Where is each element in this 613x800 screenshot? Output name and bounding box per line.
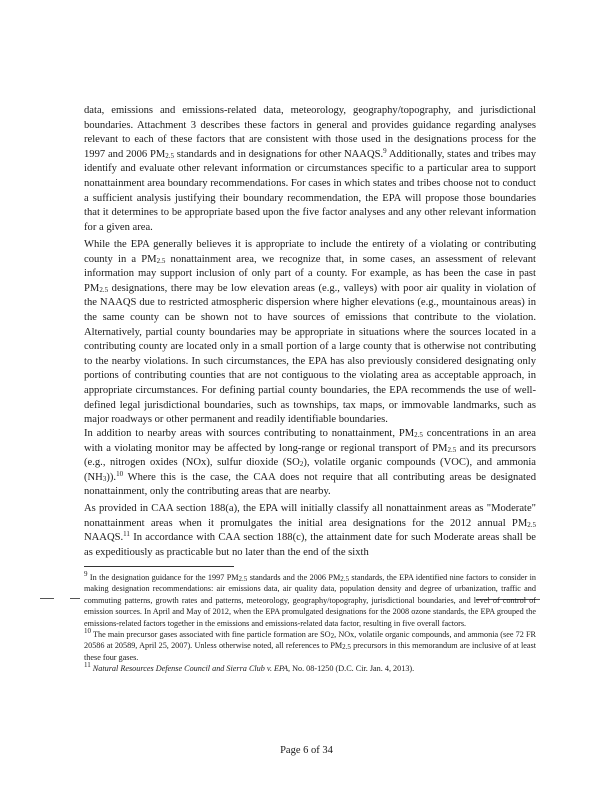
text-run: While the EPA generally believes it is appropriate to include the entirety of a violating or contributing county in a PM [84, 239, 536, 265]
footnote-ref-11[interactable]: 11 [123, 530, 130, 539]
text-run: data, emissions and emissions-related data, meteorology, geography/topography, and jurisdictional boundaries. Attachment 3 describes these factors in general and provides guidance regarding analyses relevant to each of these factors that are consistent with those used in the designations process for the 1997 and 2006 PM [84, 105, 536, 160]
paragraph-regional-transport [84, 427, 536, 500]
footnote-number: 10 [84, 627, 91, 636]
footnote-separator [84, 566, 234, 567]
subscript: 2.5 [447, 445, 457, 454]
text-run: standards and the 2006 PM [247, 573, 341, 582]
case-citation: Natural Resources Defense Council and Sierra Club v. EPA [90, 664, 288, 674]
paragraph-classification [84, 502, 536, 560]
scan-artifact-left-2 [70, 598, 80, 599]
subscript: 2 [299, 460, 304, 469]
subscript: 2.5 [527, 520, 536, 529]
text-run: In the designation guidance for the 1997 PM [87, 573, 239, 582]
text-run: As provided in CAA section 188(a), the EPA will initially classify all nonattainment areas as "Moderate" nonattainment areas when it promulgates the initial area designations for the 2012 annual PM [84, 503, 536, 529]
text-run: In addition to nearby areas with sources contributing to nonattainment, PM [84, 428, 415, 439]
text-run: and its precursors (e.g., nitrogen oxides (NOx), sulfur dioxide (SO [84, 442, 536, 469]
subscript: 2.5 [342, 643, 351, 652]
footnote-9 [84, 572, 536, 629]
text-run: precursors in this memorandum are inclusive of at least these four gases. [84, 641, 536, 662]
text-run: , No. 08-1250 (D.C. Cir. Jan. 4, 2013). [287, 664, 415, 674]
subscript: 2.5 [238, 575, 248, 583]
scan-artifact-left [40, 598, 54, 599]
footnote-ref-9[interactable]: 9 [383, 146, 387, 155]
text-run: concentrations in an area with a violating monitor may be affected by long-range or regional transport of PM [84, 428, 536, 454]
text-run: ), volatile organic compounds (VOC), and ammonia (NH [84, 457, 536, 483]
footnote-number: 9 [84, 570, 88, 578]
footnote-10 [84, 629, 536, 663]
text-run: Additionally, states and tribes may identify and evaluate other relevant information or circumstances specific to a particular area to support nonattainment area boundary recommendations. For cases in which states and tribes choose not to conduct a sufficient analysis justifying their boundary recommendation, the EPA will propose those boundaries that it determines to be appropriate based upon the five factor analyses and any other relevant information for a given area. [84, 148, 537, 233]
subscript: 2.5 [99, 285, 109, 294]
subscript: 3 [102, 474, 107, 483]
text-run: standards, the EPA identified nine factors to consider in making designation recommendations: air emissions data, air quality data, population density and degree of urbanization, traffic and commuting patterns, growth rates and patterns, meteorology, geography/topography, jurisdictional boundaries, and level of control of emission sources. In April and May of 2012, when the EPA promulgated designations for the 2008 ozone standards, the EPA grouped the emissions-related factors together in the emissions and emissions-related data factor, resulting in five overall factors. [84, 573, 536, 628]
text-run: In accordance with CAA section 188(c), the attainment date for such Moderate areas shall be as expeditiously as practicable but no later than the end of the sixth [84, 532, 536, 558]
paragraph-partial-county [84, 238, 536, 428]
text-run: standards and in designations for other NAAQS. [174, 148, 384, 160]
text-run: , NOx, volatile organic compounds, and ammonia (see 72 FR 20586 at 20589, April 25, 2007). Unless otherwise noted, all references to PM [84, 630, 536, 651]
footnote-11 [84, 663, 536, 674]
text-run: )). [106, 471, 117, 483]
subscript: 2.5 [340, 575, 349, 583]
text-run: Where this is the case, the CAA does not require that all contributing areas be designated nonattainment, only the contributing areas that are nearby. [84, 471, 536, 498]
footnote-number: 11 [84, 661, 91, 670]
page-number: Page 6 of 34 [280, 745, 333, 756]
footnotes [84, 572, 536, 675]
subscript: 2.5 [414, 431, 423, 439]
subscript: 2.5 [156, 256, 166, 265]
paragraph-five-factors [84, 104, 536, 235]
subscript: 2 [330, 632, 335, 641]
text-run: NAAQS. [84, 532, 124, 544]
subscript: 2.5 [165, 151, 175, 160]
text-run: nonattainment area, we recognize that, in some cases, an assessment of relevant information may support inclusion of only part of a county. For example, as has been the case in past PM [84, 253, 536, 294]
text-run: The main precursor gases associated with fine particle formation are SO [91, 630, 331, 640]
footnote-ref-10[interactable]: 10 [116, 469, 124, 478]
text-run: designations, there may be low elevation areas (e.g., valleys) with poor air quality in violation of the NAAQS due to restricted atmospheric dispersion where higher elevations (e.g., mountainous areas) in the same county can be shown not to have sources of emissions that contribute to the violation. Alternatively, partial county boundaries may be appropriate in situations where the sources located in a contributing county are located only in a small portion of a large county that is otherwise not contributing to the nearby violations. In such circumstances, the EPA has also previously considered designating only portions of contributing counties that are not contiguous to the violating area as acceptable approach, in appropriate circumstances. For defining partial county boundaries, the EPA recommends the use of well-defined legal jurisdictional boundaries, such as townships, tax maps, or immovable landmarks, such as major roadways or other permanent and readily identifiable boundaries. [84, 282, 536, 426]
